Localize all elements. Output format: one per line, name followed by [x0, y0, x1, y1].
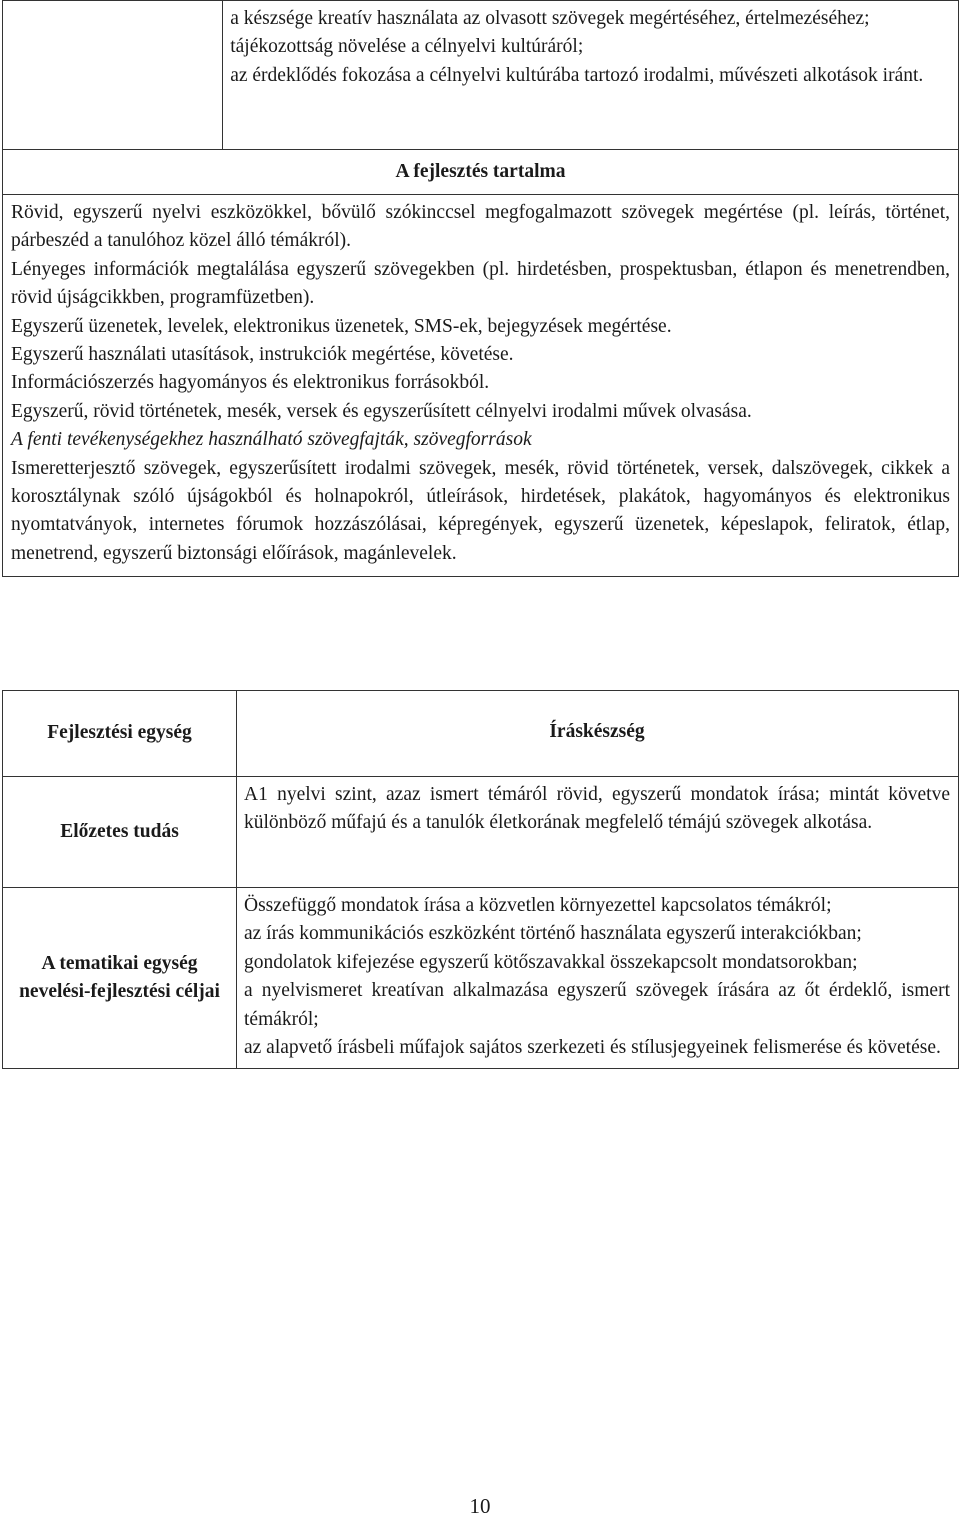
goal-item: az írás kommunikációs eszközként történő használata egyszerű interakciókban;	[244, 923, 862, 945]
text-types-list: Ismeretterjesztő szövegek, egyszerűsített irodalmi szövegek, mesék, rövid történetek, versek, dalszövegek, cikkek a korosztálynak szóló újságokból és holnapokról, útleírások, hirdetések, plakátok, hagyományos és elektronikus nyomtatványok, internetes fórumok hozzászólásai, képregények, egyszerű üzenetek, képeslapok, feliratok, étlap, menetrend, egyszerű biztonsági előírások, magánlevelek.	[11, 457, 950, 564]
content-line: Egyszerű használati utasítások, instrukciók megértése, követése.	[11, 344, 514, 366]
goal-item: gondolatok kifejezése egyszerű kötőszavakkal összekapcsolt mondatsorokban;	[244, 951, 858, 973]
goal-line: az érdeklődés fokozása a célnyelvi kultúrába tartozó irodalmi, művészeti alkotások iránt.	[230, 64, 924, 86]
content-line: Egyszerű üzenetek, levelek, elektronikus üzenetek, SMS-ek, bejegyzések megértése.	[11, 315, 672, 337]
development-content-heading: A fejlesztés tartalma	[3, 150, 959, 195]
goals-continuation-cell	[223, 1, 959, 150]
prior-knowledge-value: A1 nyelvi szint, azaz ismert témáról rövid, egyszerű mondatok írása; mintát követve különböző műfajú és a tanulók életkorának megfelelő témájú szövegek alkotása.	[237, 777, 959, 888]
goals-label: A tematikai egység nevelési-fejlesztési céljai	[3, 888, 237, 1069]
page-number: 10	[469, 1494, 491, 1518]
unit-value: Íráskészség	[237, 691, 959, 777]
writing-skills-table	[2, 690, 959, 1069]
content-line: Információszerzés hagyományos és elektronikus forrásokból.	[11, 372, 490, 394]
unit-label: Fejlesztési egység	[3, 691, 237, 777]
content-line: Rövid, egyszerű nyelvi eszközökkel, bővülő szókinccsel megfogalmazott szövegek megértése (pl. leírás, történet, párbeszéd a tanulóhoz közel álló témákról).	[11, 202, 950, 252]
goals-value	[237, 888, 959, 1069]
content-line: Egyszerű, rövid történetek, mesék, versek és egyszerűsített célnyelvi irodalmi művek olvasása.	[11, 400, 752, 422]
empty-left-cell	[3, 1, 223, 150]
goal-line: tájékozottság növelése a célnyelvi kultúráról;	[230, 36, 584, 58]
goal-item: a nyelvismeret kreatívan alkalmazása egyszerű szövegek írására az őt érdeklő, ismert témákról;	[244, 980, 950, 1030]
text-types-heading: A fenti tevékenységekhez használható szövegfajták, szövegforrások	[11, 429, 532, 451]
goal-item: az alapvető írásbeli műfajok sajátos szerkezeti és stílusjegyeinek felismerése és követése.	[244, 1037, 941, 1059]
content-line: Lényeges információk megtalálása egyszerű szövegekben (pl. hirdetésben, prospektusban, étlapon és menetrendben, rövid újságcikkben, programfüzetben).	[11, 258, 950, 309]
development-content-body	[3, 195, 959, 577]
reading-skills-table	[2, 0, 959, 577]
prior-knowledge-label: Előzetes tudás	[3, 777, 237, 888]
goal-item: Összefüggő mondatok írása a közvetlen környezettel kapcsolatos témákról;	[244, 895, 832, 916]
goal-line: a készsége kreatív használata az olvasott szövegek megértéséhez, értelmezéséhez;	[230, 8, 870, 29]
